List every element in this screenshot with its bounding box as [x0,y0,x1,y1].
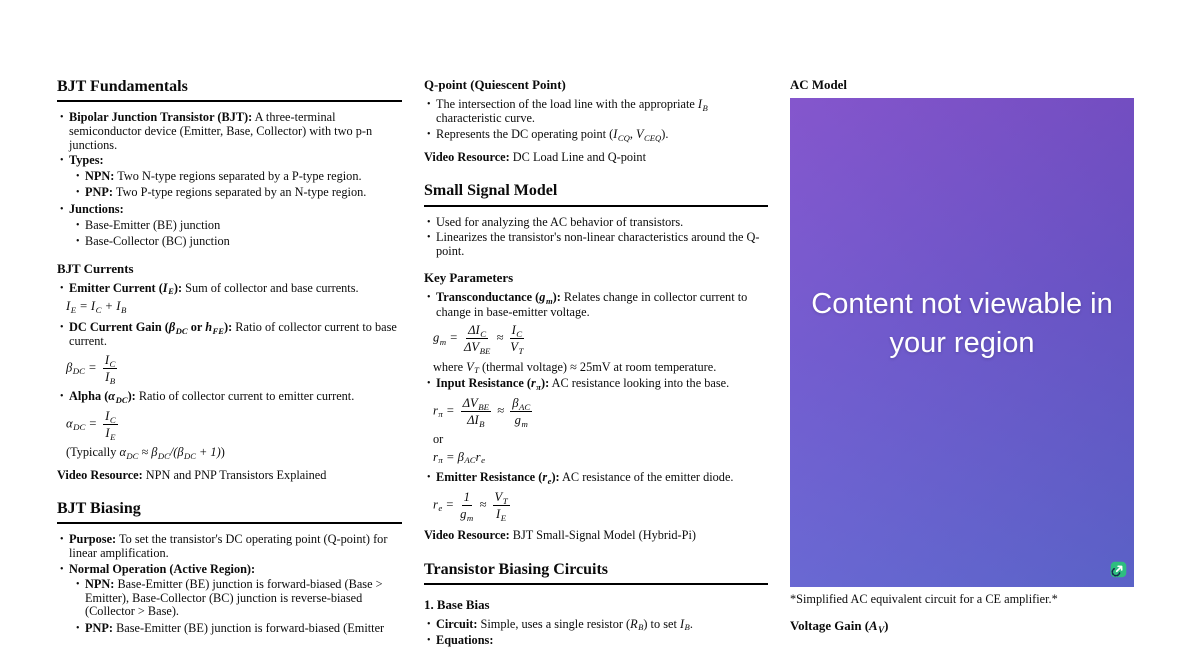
text: ) [220,444,225,459]
bullet-item [60,154,402,168]
bullet-item [76,186,402,200]
text: . [689,616,693,631]
fraction: $\Delta I_C$ $\Delta V_{BE}$ [463,323,491,357]
formula: $r_e$ = $\frac{1}{g_m}$ ≈ $\frac{V_T}{I_E}$ [433,489,508,523]
bullet-item [427,216,768,230]
bullet-text [436,231,768,258]
bullet-icon: • [427,98,431,110]
fraction: $\frac{I_C}{I_E}$ [105,408,116,442]
text: Ratio of collector current to base current. [69,319,397,349]
bullet-text [69,321,402,349]
paragraph [57,469,402,483]
bold-text: ): [173,280,183,295]
text: Two N-type regions separated by a P-type region. [114,168,362,183]
bullet-icon: • [60,534,64,546]
text: NPN and PNP Transistors Explained [142,467,327,482]
subsection-heading [57,262,402,277]
bold-text: Purpose: [69,532,117,547]
text: Ratio of collector current to emitter current. [135,389,355,404]
subsection-heading [790,619,1134,634]
subsection-heading [424,598,768,613]
bullet-icon: • [60,282,64,294]
math-text: $V_{CEQ}$ [635,127,662,143]
bullet-text [69,203,402,217]
math-text: $I_B$ [697,96,708,113]
bullet-text [436,377,768,392]
section-heading: Small Signal Model [424,182,768,206]
text: Base-Emitter (BE) junction is forward-biased (Emitter [113,621,385,636]
text: Sum of collector and base currents. [182,280,359,295]
external-link-icon[interactable] [1110,561,1127,578]
bold-text: Bipolar Junction Transistor (BJT): [69,110,253,125]
bullet-text [85,235,402,249]
bullet-item [60,111,402,152]
formula: $r_\pi = \beta_{AC}r_e$ [433,449,485,466]
bullet-item [60,203,402,217]
math-text: $A_V$ [869,619,885,636]
formula: $\alpha_{DC}$ = $\frac{I_C}{I_E}$ [66,408,116,442]
bullet-item [76,219,402,233]
bold-text: 1. Base Bias [424,597,490,612]
bold-text: PNP: [85,621,113,636]
bullet-icon: • [427,216,431,228]
bullet-text [85,170,402,184]
bullet-icon: • [60,203,64,215]
bullet-text [69,282,402,297]
bullet-item [427,291,768,319]
bold-text: ): [551,470,560,485]
bold-text: Video Resource: [424,149,510,164]
bullet-text [85,622,402,636]
text: Two P-type regions separated by an N-type region. [113,185,367,200]
bullet-icon: • [76,623,80,635]
bullet-item [60,321,402,349]
text: Base-Emitter (BE) junction is forward-biased (Base > Emitter), Base-Collector (BC) junction is reverse-biased (Collector > Base). [85,577,383,619]
bullet-item [60,533,402,560]
bold-text: AC Model [790,78,847,92]
math-text: $I_B$ [679,616,690,633]
bullet-icon: • [427,292,431,304]
bullet-item [427,128,768,143]
bullet-icon: • [427,618,431,630]
bullet-icon: • [427,232,431,244]
formula: $r_\pi$ = $\Delta V_{BE}$ $\Delta I_B$ ≈ $\beta_{AC}$ $g_m$ [433,395,531,429]
math-text: $r_e$ [542,470,552,486]
column-middle [424,78,768,650]
bullet-icon: • [60,155,64,167]
bold-text: ): [540,376,550,391]
text: To set the transistor's DC operating point (Q-point) for linear amplification. [69,532,388,561]
text: Base-Collector (BC) junction [85,234,230,249]
bullet-icon: • [427,472,431,484]
bullet-icon: • [76,236,80,248]
note-line [433,361,768,376]
text: Used for analyzing the AC behavior of transistors. [436,214,684,229]
text: (Typically [66,444,120,459]
bold-text: Emitter Current ( [69,280,163,295]
fraction: $\frac{I_C}{V_T}$ [510,323,524,357]
bold-text: Types: [69,153,104,168]
bullet-text [436,98,768,126]
bullet-text [436,291,768,319]
formula: $g_m$ = $\Delta I_C$ $\Delta V_{BE}$ ≈ $\frac{I_C}{V_T}$ [433,323,524,357]
fraction: $\frac{1}{g_m}$ [460,489,474,523]
text: A three-terminal semiconductor device (Emitter, Base, Collector) with two p-n junctions. [69,110,373,152]
bold-text: BJT Currents [57,261,134,276]
bullet-text [436,634,768,648]
math-text: $R_B$ [630,616,644,633]
image-caption: *Simplified AC equivalent circuit for a CE amplifier.* [790,591,1058,606]
subsection-heading [424,271,768,286]
bold-text: Circuit: [436,616,478,631]
bullet-item [60,390,402,405]
bold-text: Key Parameters [424,271,514,286]
bullet-item [76,235,402,249]
bullet-item [76,578,402,619]
text: Relates change in collector current to change in base-emitter voltage. [436,290,748,319]
bullet-item [76,622,402,636]
column-left [57,78,402,639]
section-heading: Transistor Biasing Circuits [424,561,768,585]
math-text: $I_E$ [162,280,174,297]
section-heading: BJT Biasing [57,500,402,524]
subsection-heading [424,78,768,93]
text: The intersection of the load line with the appropriate [436,96,698,111]
bullet-item [427,471,768,486]
bullet-text [69,563,402,577]
bold-text: PNP: [85,185,113,200]
bold-text: Emitter Resistance ( [436,470,543,485]
note-line [433,433,768,447]
math-text: $g_m$ [539,290,553,306]
text: Simple, uses a single resistor ( [477,616,631,631]
bold-text: Input Resistance ( [436,376,531,391]
bold-text: Junctions: [69,201,124,216]
bullet-icon: • [76,170,80,182]
text: Linearizes the transistor's non-linear characteristics around the Q-point. [436,230,760,258]
bold-text: NPN: [85,577,115,592]
paragraph [424,529,768,543]
bullet-item [427,618,768,633]
text: AC resistance looking into the base. [549,376,730,391]
bold-text: Transconductance ( [436,290,540,305]
bullet-text [436,471,768,486]
bullet-icon: • [427,129,431,141]
bullet-text [69,111,402,152]
math-text: $\alpha_{DC}$ [108,389,128,405]
paragraph [424,151,768,165]
text: or [433,431,444,446]
bullet-item [427,231,768,258]
subsection-heading [790,78,1134,93]
bold-text: ): [224,319,233,334]
bold-text: Alpha ( [69,389,109,404]
bullet-text [85,578,402,619]
bullet-text [436,128,768,143]
text: DC Load Line and Q-point [509,149,646,164]
note-line [66,446,402,461]
fraction: $\beta_{AC}$ $g_m$ [512,395,531,429]
text: AC resistance of the emitter diode. [559,470,734,485]
bullet-text [69,390,402,405]
text: ). [661,127,669,142]
section-heading: BJT Fundamentals [57,78,402,102]
math-text: $I_{CQ}$ [613,127,630,143]
bullet-text [69,533,402,560]
bullet-icon: • [76,187,80,199]
bullet-item [60,282,402,297]
bold-text: Video Resource: [57,467,143,482]
fraction: $\frac{I_C}{I_B}$ [104,352,116,386]
bullet-text [69,154,402,168]
bullet-icon: • [76,219,80,231]
bold-text: NPN: [85,168,115,183]
bullet-icon: • [427,378,431,390]
bullet-item [427,634,768,648]
bullet-item [76,170,402,184]
bold-text: or [187,319,206,334]
bold-text: Video Resource: [424,527,510,542]
bold-text: Q-point (Quiescent Point) [424,78,566,92]
text: ) to set [643,616,680,631]
bullet-item [427,377,768,392]
bullet-item [60,563,402,577]
bullet-icon: • [60,112,64,124]
bullet-text [436,618,768,633]
bullet-text [436,216,768,230]
bullet-item [427,98,768,126]
text: Represents the DC operating point ( [436,127,614,142]
bullet-icon: • [60,321,64,333]
fraction: $\Delta V_{BE}$ $\Delta I_B$ [462,395,489,429]
text: (thermal voltage) ≈ 25mV at room temperature. [478,359,717,374]
bullet-icon: • [427,635,431,647]
text: BJT Small-Signal Model (Hybrid-Pi) [509,527,696,542]
text: where [433,359,467,374]
text: , [629,127,636,142]
bullet-icon: • [60,391,64,403]
math-text: $r_\pi$ [530,376,541,392]
bold-text: Normal Operation (Active Region): [69,561,256,576]
column-right [790,78,1134,639]
bold-text: Equations: [436,633,494,648]
region-block-message: Content not viewable in your region [811,288,1113,360]
bold-text: ): [127,389,136,404]
text: Base-Emitter (BE) junction [85,217,221,232]
bold-text: ) [884,619,889,634]
bullet-icon: • [60,563,64,575]
bold-text: Voltage Gain ( [790,619,870,634]
ac-model-embed[interactable] [790,98,1134,587]
bullet-text [85,219,402,233]
formula: $I_E = I_C + I_B$ [66,299,127,315]
bullet-icon: • [76,579,80,591]
math-text: $h_{FE}$ [205,319,225,336]
text: characteristic curve. [436,111,535,126]
math-text: $V_T$ [466,359,479,376]
bold-text: ): [552,290,561,305]
bullet-text [85,186,402,200]
math-text: $\alpha_{DC} \approx \beta_{DC}/(\beta_{DC} + 1)$ [119,444,221,461]
fraction: $\frac{V_T}{I_E}$ [494,489,508,523]
math-text: $\beta_{DC}$ [168,319,188,336]
bold-text: DC Current Gain ( [69,319,169,334]
formula: $\beta_{DC}$ = $\frac{I_C}{I_B}$ [66,352,116,386]
